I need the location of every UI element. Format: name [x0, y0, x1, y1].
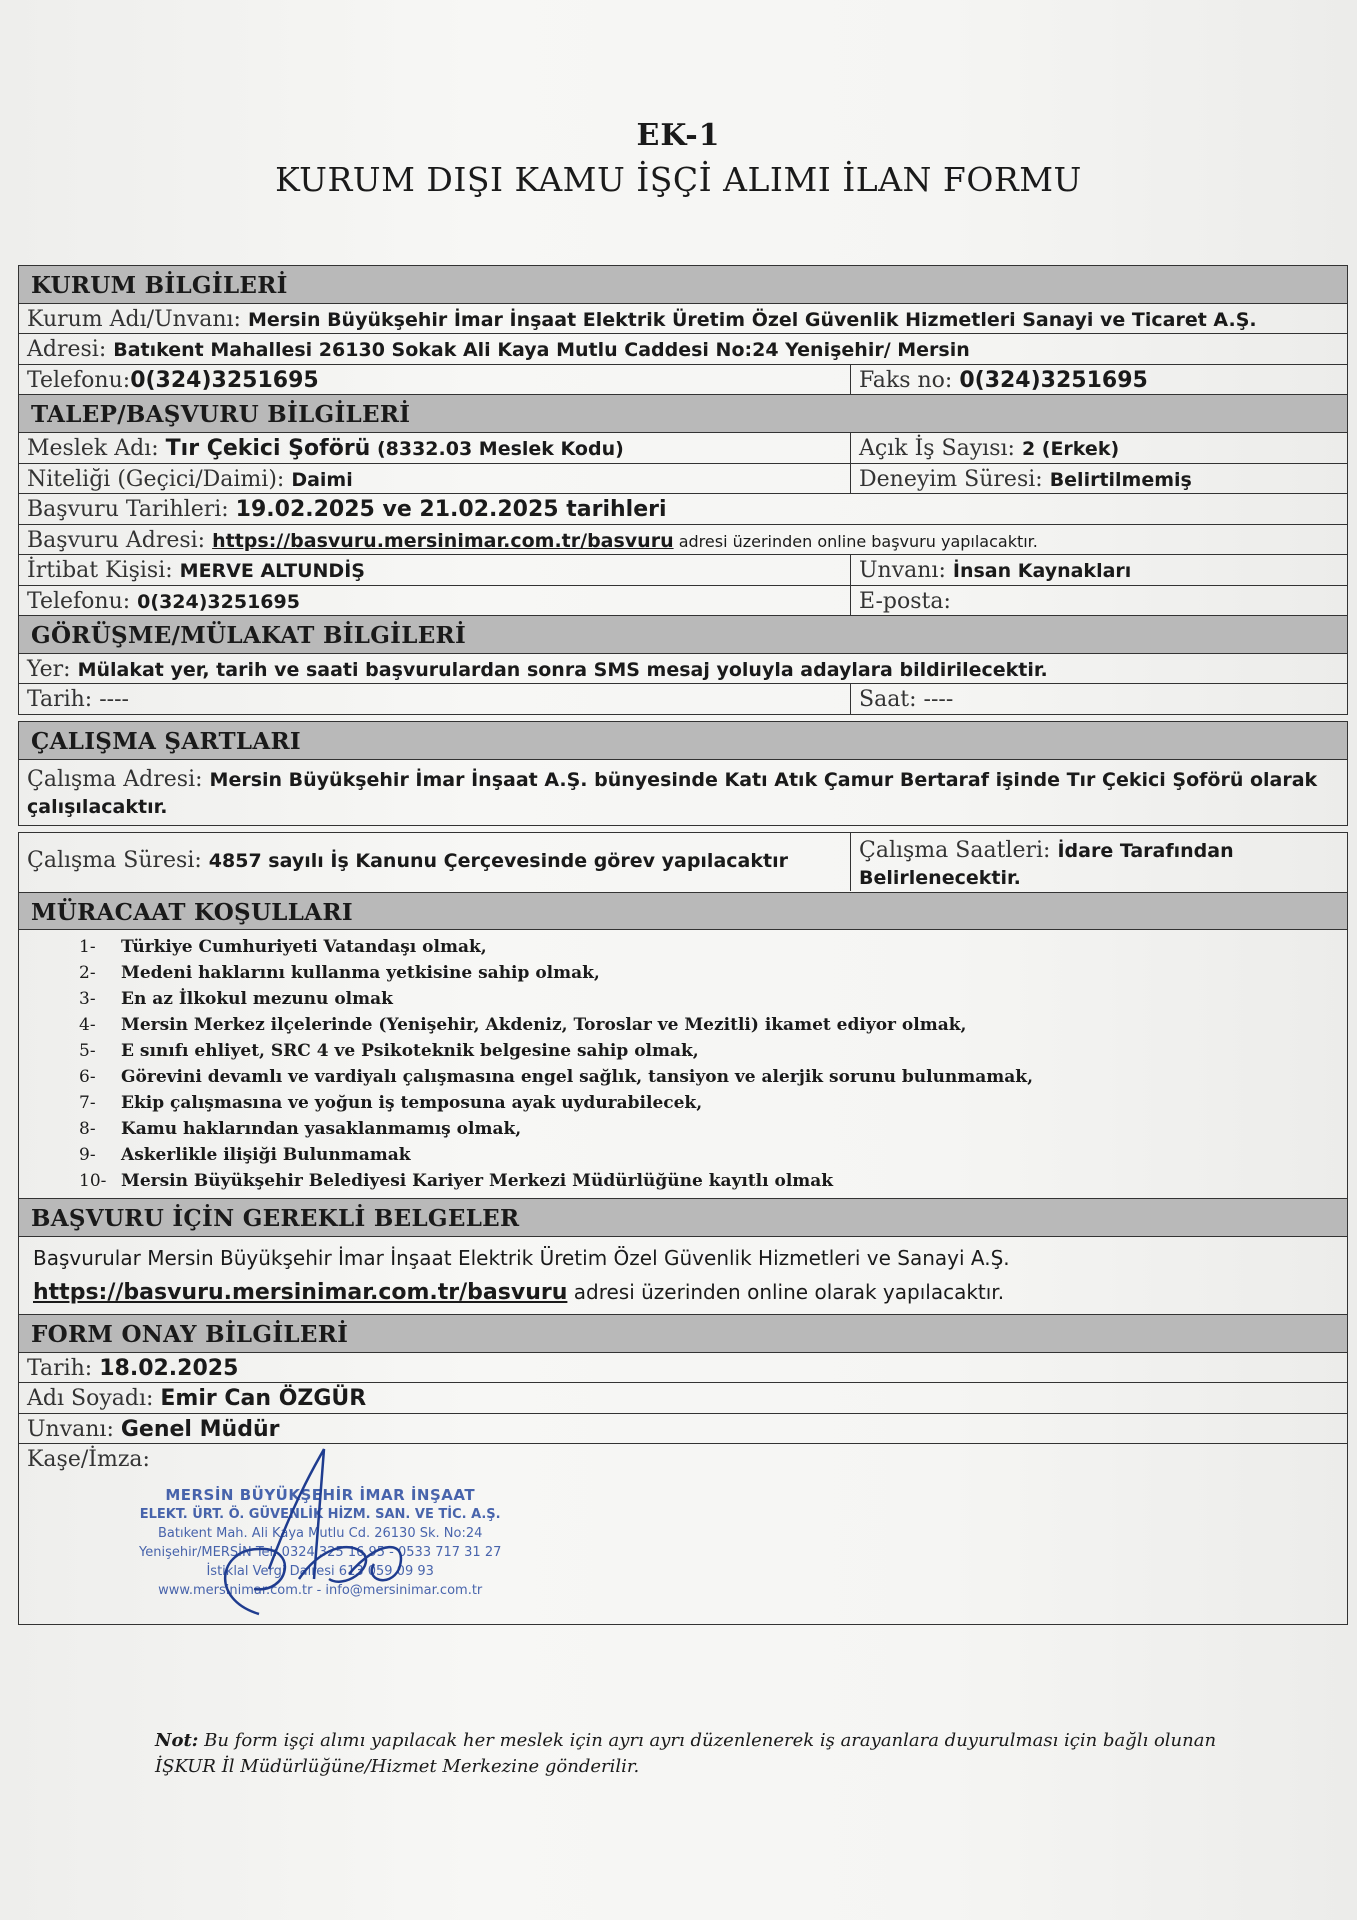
apply-link[interactable]: https://basvuru.mersinimar.com.tr/basvuru: [212, 529, 674, 552]
form-table: [18, 265, 1348, 1625]
approval-date: 18.02.2025: [99, 1355, 239, 1381]
requirement-text: Mersin Merkez ilçelerinde (Yenişehir, Akdeniz, Toroslar ve Mezitli) ikamet ediyor olmak,: [121, 1015, 967, 1036]
label: Unvanı:: [859, 558, 953, 583]
requirement-text: Askerlikle ilişiği Bulunmamak: [121, 1145, 411, 1166]
row-approval-title: [18, 1414, 1348, 1445]
requirement-item: [79, 1168, 1347, 1194]
row-approval-name: [18, 1383, 1348, 1414]
documents-line1: Başvurular Mersin Büyükşehir İmar İnşaat Elektrik Üretim Özel Güvenlik Hizmetleri ve Sanayi A.Ş.: [33, 1246, 1010, 1270]
stamp-line: MERSİN BÜYÜKŞEHİR İMAR İNŞAAT: [165, 1486, 476, 1505]
apply-dates: 19.02.2025 ve 21.02.2025 tarihleri: [235, 497, 667, 522]
kurum-fax: 0(324)3251695: [959, 367, 1148, 393]
row-contact: [18, 555, 1348, 586]
label: Unvanı:: [27, 1416, 121, 1442]
work-address: Mersin Büyükşehir İmar İnşaat A.Ş. bünyesinde Katı Atık Çamur Bertaraf işinde Tır Çekici Şoförü olarak çalışılacaktır.: [27, 768, 1318, 818]
requirement-number: 5-: [79, 1041, 96, 1062]
footer-note: [155, 1728, 1235, 1780]
contact-person: MERVE ALTUNDİŞ: [179, 560, 365, 582]
requirement-number: 4-: [79, 1015, 96, 1036]
requirement-item: [79, 1116, 1347, 1142]
work-hours: İdare Tarafından Belirlenecektir.: [859, 839, 1234, 889]
requirement-item: [79, 986, 1347, 1012]
requirement-text: Kamu haklarından yasaklanmamış olmak,: [121, 1119, 522, 1140]
experience: Belirtilmemiş: [1049, 468, 1192, 491]
row-date-time: [18, 684, 1348, 715]
signature: [149, 1444, 469, 1624]
form-title: KURUM DIŞI KAMU İŞÇİ ALIMI İLAN FORMU: [275, 160, 1082, 199]
interview-date: Tarih: ----: [27, 687, 129, 713]
form-code: EK-1: [636, 118, 721, 153]
job-name: Tır Çekici Şoförü: [165, 436, 371, 461]
requirement-text: Türkiye Cumhuriyeti Vatandaşı olmak,: [121, 937, 487, 958]
label: Çalışma Süresi:: [27, 847, 209, 873]
requirement-number: 2-: [79, 963, 96, 984]
requirement-item: [79, 1038, 1347, 1064]
requirement-text: E sınıfı ehliyet, SRC 4 ve Psikoteknik belgesine sahip olmak,: [121, 1041, 699, 1062]
work-duration: 4857 sayılı İş Kanunu Çerçevesinde görev yapılacaktır: [208, 849, 788, 872]
requirement-item: [79, 934, 1347, 960]
row-job: [18, 433, 1348, 464]
requirement-number: 9-: [79, 1145, 96, 1166]
requirement-number: 1-: [79, 937, 96, 958]
label: Başvuru Tarihleri:: [27, 497, 236, 522]
row-dates: [18, 494, 1348, 525]
label: Çalışma Saatleri:: [859, 837, 1058, 863]
row-documents: [18, 1237, 1348, 1315]
requirement-item: [79, 960, 1347, 986]
row-kurum-name: [18, 304, 1348, 335]
label: Çalışma Adresi:: [27, 766, 210, 792]
requirement-item: [79, 1142, 1347, 1168]
section-header-muracaat: MÜRACAAT KOŞULLARI: [18, 893, 1348, 931]
openings: 2 (Erkek): [1021, 438, 1120, 460]
section-header-kurum: KURUM BİLGİLERİ: [18, 265, 1348, 304]
label: Adresi:: [27, 337, 114, 363]
stamp-line: Yenişehir/MERSİN Tel: 0324 325 16 95 - 0533 717 31 27: [139, 1545, 502, 1561]
requirement-text: Medeni haklarını kullanma yetkisine sahip olmak,: [121, 963, 600, 984]
label: Faks no:: [859, 367, 960, 393]
label: Açık İş Sayısı:: [859, 436, 1022, 461]
kurum-phone: 0(324)3251695: [130, 367, 319, 393]
contact-title: İnsan Kaynakları: [952, 560, 1132, 582]
kurum-address: Batıkent Mahallesi 26130 Sokak Ali Kaya Mutlu Caddesi No:24 Yenişehir/ Mersin: [113, 339, 970, 362]
job-code: (8332.03 Meslek Kodu): [370, 438, 624, 460]
section-header-onay: FORM ONAY BİLGİLERİ: [18, 1315, 1348, 1353]
section-header-calisma: ÇALIŞMA ŞARTLARI: [18, 721, 1348, 760]
requirement-text: En az İlkokul mezunu olmak: [121, 989, 393, 1010]
documents-after: adresi üzerinden online olarak yapılacaktır.: [567, 1280, 1005, 1304]
interview-place: Mülakat yer, tarih ve saati başvurulardan sonra SMS mesaj yoluyla adaylara bildirilecektir.: [77, 658, 1048, 681]
label: Telefonu:: [27, 367, 131, 393]
label: Başvuru Adresi:: [27, 527, 213, 553]
documents-link[interactable]: https://basvuru.mersinimar.com.tr/basvuru: [33, 1280, 568, 1305]
row-kurum-address: [18, 334, 1348, 365]
row-approval-date: [18, 1353, 1348, 1384]
requirements-list: [18, 930, 1348, 1199]
stamp-line: www.mersinimar.com.tr - info@mersinimar.com.tr: [158, 1583, 483, 1599]
label: Meslek Adı:: [27, 436, 166, 461]
label: Deneyim Süresi:: [859, 466, 1050, 492]
label: Tarih:: [27, 1355, 100, 1381]
requirement-number: 8-: [79, 1119, 96, 1140]
label: Adı Soyadı:: [27, 1386, 161, 1412]
row-work-address: [18, 760, 1348, 826]
label: Kurum Adı/Unvanı:: [27, 306, 248, 332]
section-header-belgeler: BAŞVURU İÇİN GEREKLİ BELGELER: [18, 1199, 1348, 1237]
requirement-text: Mersin Büyükşehir Belediyesi Kariyer Merkezi Müdürlüğüne kayıtlı olmak: [121, 1171, 834, 1192]
requirement-number: 6-: [79, 1067, 96, 1088]
interview-time: Saat: ----: [859, 687, 954, 713]
label: Niteliği (Geçici/Daimi):: [27, 466, 292, 492]
nature: Daimi: [291, 468, 353, 491]
row-work-duration: [18, 832, 1348, 893]
email-label: E-posta:: [859, 588, 951, 614]
row-nature: [18, 464, 1348, 495]
stamp-label: Kaşe/İmza:: [27, 1447, 150, 1473]
row-place: [18, 654, 1348, 685]
label: Telefonu:: [27, 588, 138, 614]
contact-phone: 0(324)3251695: [137, 590, 300, 613]
section-header-gorusme: GÖRÜŞME/MÜLAKAT BİLGİLERİ: [18, 616, 1348, 654]
stamp-line: Batıkent Mah. Ali Kaya Mutlu Cd. 26130 Sk. No:24: [158, 1526, 483, 1542]
requirement-text: Ekip çalışmasına ve yoğun iş temposuna ayak uydurabilecek,: [121, 1093, 703, 1114]
note-label: Not:: [155, 1730, 199, 1751]
approver-title: Genel Müdür: [120, 1416, 280, 1442]
requirement-item: [79, 1012, 1347, 1038]
requirement-item: [79, 1064, 1347, 1090]
label: Yer:: [27, 656, 78, 682]
row-stamp: [18, 1444, 1348, 1625]
approver-name: Emir Can ÖZGÜR: [160, 1386, 367, 1412]
requirement-item: [79, 1090, 1347, 1116]
label: İrtibat Kişisi:: [27, 558, 180, 583]
requirement-number: 7-: [79, 1093, 96, 1114]
requirement-number: 10-: [79, 1171, 107, 1192]
kurum-name: Mersin Büyükşehir İmar İnşaat Elektrik Üretim Özel Güvenlik Hizmetleri Sanayi ve Ticaret A.Ş.: [247, 308, 1257, 331]
requirement-number: 3-: [79, 989, 96, 1010]
apply-after: adresi üzerinden online başvuru yapılacaktır.: [673, 531, 1038, 551]
requirement-text: Görevini devamlı ve vardiyalı çalışmasına engel sağlık, tansiyon ve alerjik sorunu bulunmamak,: [121, 1067, 1033, 1088]
section-header-talep: TALEP/BAŞVURU BİLGİLERİ: [18, 395, 1348, 433]
row-apply-url: [18, 525, 1348, 556]
stamp-line: İstiklal Vergi Dairesi 613 059 09 93: [206, 1564, 434, 1580]
note-text: Bu form işçi alımı yapılacak her meslek için ayrı ayrı düzenlenerek iş arayanlara duyurulması için bağlı olunan İŞKUR İl Müdürlüğüne/Hizmet Merkezine gönderilir.: [155, 1730, 1217, 1777]
row-contact-phone: [18, 586, 1348, 617]
row-kurum-phone: [18, 365, 1348, 396]
stamp-line: ELEKT. ÜRT. Ö. GÜVENLİK HİZM. SAN. VE TİC. A.Ş.: [139, 1507, 501, 1523]
